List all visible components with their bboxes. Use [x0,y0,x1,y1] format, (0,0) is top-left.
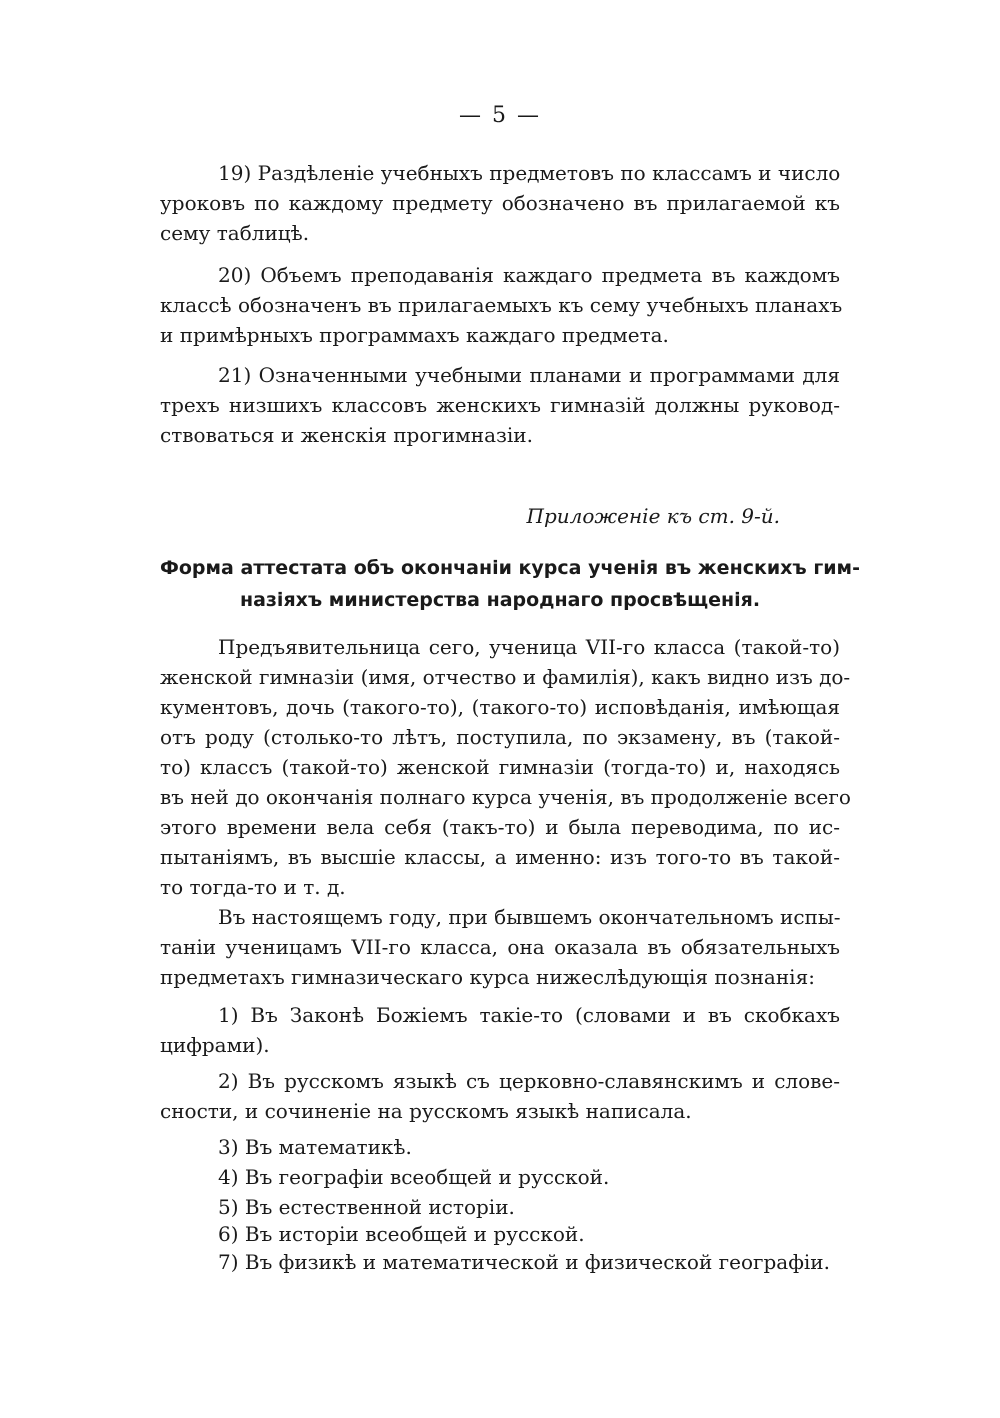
paragraph-20 [160,260,843,350]
text-line: отъ роду (столько-то лѣтъ, поступила, по экзамену, въ (такой- [160,725,840,749]
text-line: Предъявительница сего, ученица VII-го класса (такой-то) [218,635,840,659]
heading-line: Форма аттестата объ окончаніи курса ученія въ женскихъ гим- [160,557,860,579]
list-item-2 [160,1066,840,1126]
paragraph-21 [160,360,840,450]
body-paragraph-1 [160,632,851,902]
text-line: трехъ низшихъ классовъ женскихъ гимназій должны руковод- [160,393,840,417]
heading-line: назіяхъ министерства народнаго просвѣщенія. [239,589,761,611]
list-item-3: 3) Въ математикѣ. [218,1135,412,1159]
text-line: 20) Объемъ преподаванія каждаго предмета въ каждомъ [218,263,840,287]
list-item-6: 6) Въ исторіи всеобщей и русской. [218,1222,585,1246]
list-item-1 [160,1000,840,1060]
text-line: 2) Въ русскомъ языкѣ съ церковно-славянскимъ и слове- [218,1069,840,1093]
text-line: таніи ученицамъ VII-го класса, она оказала въ обязательныхъ [160,935,840,959]
text-line: предметахъ гимназическаго курса нижеслѣдующія познанія: [160,965,815,989]
text-line: женской гимназіи (имя, отчество и фамилія), какъ видно изъ до- [160,665,851,689]
text-line: этого времени вела себя (такъ-то) и была переводима, по ис- [160,815,840,839]
text-line: ствоваться и женскія прогимназіи. [160,423,533,447]
page-number: — 5 — [459,103,541,128]
text-line: и примѣрныхъ программахъ каждаго предмета. [160,323,669,347]
text-line: 21) Означенными учебными планами и программами для [218,363,840,387]
list-item-5: 5) Въ естественной исторіи. [218,1195,515,1219]
text-line: въ ней до окончанія полнаго курса ученія, въ продолженіе всего [160,785,851,809]
text-line: Въ настоящемъ году, при бывшемъ окончательномъ испы- [218,905,841,929]
form-heading [160,552,860,616]
text-line: пытаніямъ, въ высшіе классы, а именно: изъ того-то въ такой- [160,845,840,869]
paragraph-19 [160,158,840,248]
text-line: сему таблицѣ. [160,221,310,245]
text-line: то) классъ (такой-то) женской гимназіи (тогда-то) и, находясь [160,755,840,779]
text-line: то тогда-то и т. д. [160,875,346,899]
text-line: классѣ обозначенъ въ прилагаемыхъ къ сему учебныхъ планахъ [160,293,843,317]
appendix-reference: Приложеніе къ ст. 9-й. [526,504,780,528]
text-line: уроковъ по каждому предмету обозначено въ прилагаемой къ [160,191,840,215]
list-item-4: 4) Въ географіи всеобщей и русской. [218,1165,610,1189]
body-paragraph-2 [160,902,840,992]
text-line: 19) Раздѣленіе учебныхъ предметовъ по классамъ и число [218,161,841,185]
text-line: цифрами). [160,1033,270,1057]
text-line: 1) Въ Законѣ Божіемъ такіе-то (словами и въ скобкахъ [218,1003,840,1027]
text-line: сности, и сочиненіе на русскомъ языкѣ написала. [160,1099,692,1123]
text-line: кументовъ, дочь (такого-то), (такого-то) исповѣданія, имѣющая [160,695,840,719]
list-item-7: 7) Въ физикѣ и математической и физической географіи. [218,1250,830,1274]
